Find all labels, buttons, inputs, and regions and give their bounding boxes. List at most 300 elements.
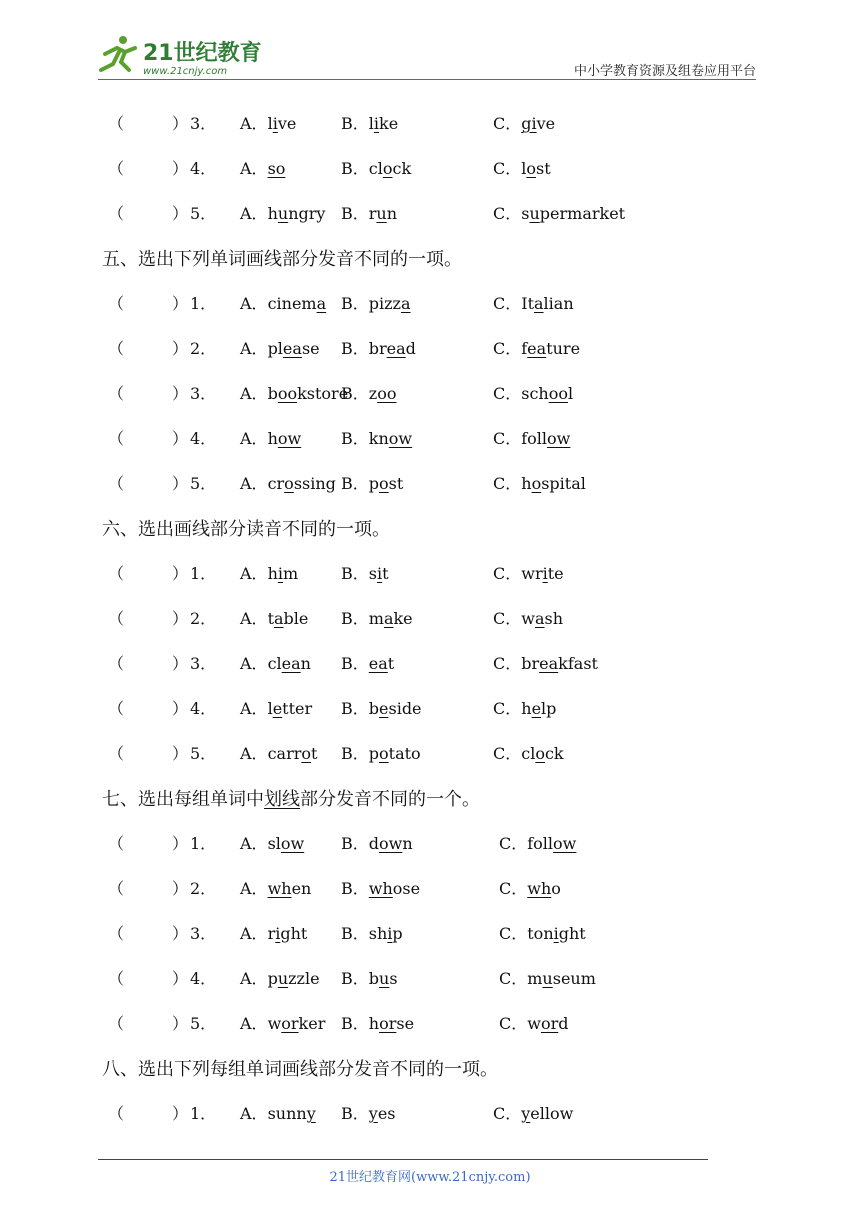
question-number: 5． — [190, 474, 217, 493]
option-label: B． — [341, 159, 369, 178]
underlined-letters: so — [267, 159, 286, 178]
question-row — [102, 145, 762, 190]
logo-text: 21世纪教育 — [143, 41, 262, 66]
answer-bracket-open: （ — [108, 1014, 125, 1033]
option-word: hungry — [267, 204, 326, 223]
option-b — [341, 741, 421, 764]
question-row — [102, 730, 762, 775]
option-label: C． — [499, 969, 528, 988]
option-label: B． — [341, 294, 369, 313]
option-label: C． — [493, 339, 522, 358]
underlined-letters: u — [379, 969, 390, 988]
option-word: give — [521, 114, 556, 133]
question-row — [102, 190, 762, 235]
option-label: B． — [341, 339, 369, 358]
option-label: B． — [341, 1014, 369, 1033]
option-c — [493, 336, 580, 359]
underlined-letters: or — [379, 1014, 397, 1033]
underlined-letters: ow — [388, 429, 413, 448]
option-a — [240, 471, 336, 494]
question-number: 5． — [190, 204, 217, 223]
answer-bracket-close: ） — [172, 159, 189, 178]
option-label: A． — [240, 1014, 268, 1033]
option-label: C． — [493, 114, 522, 133]
underlined-letters: a — [400, 294, 411, 313]
option-b — [341, 651, 394, 674]
answer-bracket-open: （ — [108, 834, 125, 853]
option-c — [493, 696, 556, 719]
option-word: bookstore — [267, 384, 349, 403]
underlined-letters: oo — [277, 384, 298, 403]
option-word: bread — [368, 339, 416, 358]
option-c — [493, 1101, 573, 1124]
option-word: live — [267, 114, 297, 133]
question-number: 4． — [190, 159, 217, 178]
option-word: supermarket — [521, 204, 626, 223]
option-label: B． — [341, 564, 369, 583]
platform-name: 中小学教育资源及组卷应用平台 — [573, 64, 756, 79]
option-word: feature — [521, 339, 581, 358]
answer-bracket-close: ） — [172, 879, 189, 898]
option-word: help — [521, 699, 557, 718]
underlined-letters: ea — [527, 339, 547, 358]
header-divider — [98, 79, 756, 80]
option-a — [240, 156, 285, 179]
option-b — [341, 876, 420, 899]
answer-bracket-close: ） — [172, 744, 189, 763]
answer-bracket-open: （ — [108, 384, 125, 403]
option-word: him — [267, 564, 299, 583]
option-b — [341, 1101, 396, 1124]
option-a — [240, 1011, 325, 1034]
option-word: horse — [368, 1014, 415, 1033]
underlined-letters: u — [542, 969, 553, 988]
underlined-letters: ow — [277, 429, 302, 448]
underlined-letters: ow — [547, 429, 571, 448]
option-word: word — [527, 1014, 569, 1033]
answer-bracket-open: （ — [108, 924, 125, 943]
option-b — [341, 156, 411, 179]
underlined-letters: u — [277, 969, 289, 988]
option-a — [240, 696, 312, 719]
option-word: clean — [267, 654, 311, 673]
underlined-letters: o — [526, 159, 537, 178]
option-word: beside — [368, 699, 422, 718]
question-row — [102, 100, 762, 145]
section-heading: 六、选出画线部分读音不同的一项。 — [102, 518, 390, 540]
underlined-letters: u — [376, 204, 387, 223]
option-label: C． — [493, 159, 522, 178]
answer-bracket-close: ） — [172, 114, 189, 133]
option-b — [341, 471, 403, 494]
option-a — [240, 201, 325, 224]
underlined-letters: y — [306, 1104, 316, 1123]
option-word: slow — [267, 834, 305, 853]
answer-bracket-open: （ — [108, 159, 125, 178]
answer-bracket-close: ） — [172, 474, 189, 493]
option-b — [341, 606, 413, 629]
option-word: follow — [527, 834, 577, 853]
option-word: eat — [368, 654, 395, 673]
underlined-letters: ow — [280, 834, 305, 853]
answer-bracket-close: ） — [172, 339, 189, 358]
option-word: puzzle — [267, 969, 320, 988]
option-word: sit — [368, 564, 389, 583]
option-c — [493, 561, 564, 584]
section-heading: 八、选出下列每组单词画线部分发音不同的一项。 — [102, 1058, 498, 1080]
option-word: Italian — [521, 294, 574, 313]
question-row — [102, 550, 762, 595]
option-c — [493, 741, 564, 764]
question-row — [102, 910, 762, 955]
option-word: know — [368, 429, 413, 448]
underlined-letters: o — [284, 474, 294, 493]
underlined-letters: ea — [539, 654, 559, 673]
underlined-letters: a — [383, 609, 394, 628]
option-label: B． — [341, 969, 369, 988]
option-word: how — [267, 429, 302, 448]
answer-bracket-open: （ — [108, 969, 125, 988]
option-a — [240, 921, 307, 944]
section-heading: 七、选出每组单词中 划线 部分发音不同的一个。 — [102, 775, 762, 820]
option-label: A． — [240, 744, 268, 763]
option-word: hospital — [521, 474, 586, 493]
option-word: clock — [368, 159, 412, 178]
option-word: worker — [267, 1014, 326, 1033]
question-number: 2． — [190, 609, 217, 628]
underlined-heading-word: 划线 — [264, 788, 300, 810]
underlined-letters: wh — [368, 879, 393, 898]
answer-bracket-close: ） — [172, 609, 189, 628]
underlined-letters: o — [382, 159, 393, 178]
question-row — [102, 820, 762, 865]
underlined-letters: wh — [267, 879, 292, 898]
runner-icon — [101, 36, 135, 70]
answer-bracket-open: （ — [108, 879, 125, 898]
answer-bracket-close: ） — [172, 969, 189, 988]
option-word: right — [267, 924, 308, 943]
option-c — [493, 426, 570, 449]
option-label: B． — [341, 654, 369, 673]
underlined-letters: or — [281, 1014, 299, 1033]
option-a — [240, 876, 311, 899]
option-label: B． — [341, 879, 369, 898]
option-word: follow — [521, 429, 571, 448]
underlined-letters: e — [272, 699, 283, 718]
question-row — [102, 640, 762, 685]
option-word: pizza — [368, 294, 411, 313]
question-number: 3． — [190, 384, 217, 403]
option-a — [240, 111, 296, 134]
option-label: A． — [240, 159, 268, 178]
option-b — [341, 381, 396, 404]
option-b — [341, 426, 412, 449]
answer-bracket-close: ） — [172, 834, 189, 853]
question-number: 1． — [190, 294, 217, 313]
answer-bracket-close: ） — [172, 564, 189, 583]
question-number: 2． — [190, 339, 217, 358]
underlined-letters: i — [553, 924, 559, 943]
option-b — [341, 921, 403, 944]
question-number: 1． — [190, 834, 217, 853]
option-label: A． — [240, 429, 268, 448]
option-c — [499, 966, 596, 989]
option-word: like — [368, 114, 399, 133]
question-row — [102, 685, 762, 730]
option-word: clock — [521, 744, 564, 763]
option-b — [341, 291, 411, 314]
answer-bracket-close: ） — [172, 204, 189, 223]
underlined-letters: ea — [386, 339, 406, 358]
option-label: A． — [240, 969, 268, 988]
option-label: C． — [493, 609, 522, 628]
option-label: A． — [240, 339, 268, 358]
option-word: letter — [267, 699, 313, 718]
footer-text: 21世纪教育网(www.21cnjy.com) — [329, 1170, 531, 1185]
underlined-letters: ow — [553, 834, 577, 853]
answer-bracket-open: （ — [108, 429, 125, 448]
underlined-letters: i — [387, 924, 393, 943]
answer-bracket-close: ） — [172, 1014, 189, 1033]
option-label: C． — [493, 204, 522, 223]
question-row — [102, 460, 762, 505]
option-word: lost — [521, 159, 551, 178]
underlined-letters: gi — [521, 114, 537, 133]
option-c — [493, 471, 586, 494]
option-label: C． — [499, 1014, 528, 1033]
option-c — [499, 876, 561, 899]
answer-bracket-open: （ — [108, 204, 125, 223]
option-label: C． — [493, 699, 522, 718]
option-a — [240, 606, 308, 629]
section-heading: 五、选出下列单词画线部分发音不同的一项。 — [102, 248, 462, 270]
option-label: B． — [341, 699, 369, 718]
question-row — [102, 280, 762, 325]
option-c — [499, 831, 576, 854]
question-row — [102, 325, 762, 370]
option-word: ship — [368, 924, 403, 943]
logo-url: www.21cnjy.com — [143, 66, 228, 77]
underlined-letters: y — [521, 1104, 531, 1123]
question-number: 1． — [190, 1104, 217, 1123]
option-a — [240, 426, 301, 449]
underlined-letters: i — [272, 114, 278, 133]
underlined-letters: o — [531, 474, 542, 493]
option-label: B． — [341, 744, 369, 763]
question-number: 3． — [190, 654, 217, 673]
option-label: A． — [240, 654, 268, 673]
option-label: A． — [240, 699, 268, 718]
option-label: C． — [493, 564, 522, 583]
option-label: A． — [240, 924, 268, 943]
option-word: museum — [527, 969, 596, 988]
answer-bracket-open: （ — [108, 1104, 125, 1123]
option-label: B． — [341, 474, 369, 493]
option-label: C． — [493, 429, 522, 448]
underlined-letters: a — [534, 609, 545, 628]
underlined-letters: ow — [379, 834, 403, 853]
option-b — [341, 561, 389, 584]
option-word — [268, 159, 286, 178]
option-label: A． — [240, 114, 268, 133]
option-word: write — [521, 564, 564, 583]
question-number: 3． — [190, 924, 217, 943]
option-c — [499, 1011, 568, 1034]
underlined-letters: y — [368, 1104, 378, 1123]
option-label: A． — [240, 564, 268, 583]
option-c — [493, 201, 625, 224]
option-word: potato — [368, 744, 421, 763]
option-b — [341, 201, 397, 224]
answer-bracket-close: ） — [172, 1104, 189, 1123]
answer-bracket-open: （ — [108, 744, 125, 763]
question-number: 4． — [190, 969, 217, 988]
option-label: A． — [240, 474, 268, 493]
underlined-letters: o — [301, 744, 311, 763]
option-word: yellow — [521, 1104, 574, 1123]
answer-bracket-close: ） — [172, 384, 189, 403]
option-b — [341, 336, 416, 359]
underlined-letters: wh — [527, 879, 552, 898]
option-a — [240, 831, 304, 854]
underlined-letters: u — [277, 204, 289, 223]
answer-bracket-open: （ — [108, 339, 125, 358]
question-number: 4． — [190, 699, 217, 718]
question-row — [102, 415, 762, 460]
option-c — [493, 606, 563, 629]
option-word: cinema — [267, 294, 327, 313]
option-label: C． — [493, 654, 522, 673]
question-number: 1． — [190, 564, 217, 583]
option-a — [240, 561, 298, 584]
option-label: C． — [499, 924, 528, 943]
option-word: school — [521, 384, 574, 403]
option-word: please — [267, 339, 320, 358]
question-number: 2． — [190, 879, 217, 898]
option-word: bus — [368, 969, 398, 988]
option-label: B． — [341, 204, 369, 223]
underlined-letters: i — [376, 564, 383, 583]
option-word: who — [527, 879, 561, 898]
underlined-letters: a — [534, 294, 544, 313]
underlined-letters: e — [531, 699, 542, 718]
underlined-letters: i — [373, 114, 380, 133]
option-word: when — [267, 879, 312, 898]
option-word: yes — [368, 1104, 396, 1123]
underlined-letters: o — [535, 744, 545, 763]
underlined-letters: ea — [368, 654, 388, 673]
answer-bracket-close: ） — [172, 699, 189, 718]
option-a — [240, 291, 326, 314]
answer-bracket-open: （ — [108, 609, 125, 628]
site-logo — [95, 34, 265, 78]
footer-divider — [98, 1159, 708, 1160]
option-label: C． — [499, 834, 528, 853]
option-a — [240, 336, 320, 359]
option-word: sunny — [267, 1104, 316, 1123]
option-word: zoo — [368, 384, 397, 403]
option-label: B． — [341, 609, 369, 628]
option-label: A． — [240, 879, 268, 898]
option-b — [341, 696, 422, 719]
option-a — [240, 1101, 316, 1124]
option-b — [341, 966, 398, 989]
option-label: A． — [240, 204, 268, 223]
option-label: C． — [493, 384, 522, 403]
option-a — [240, 966, 320, 989]
question-number: 5． — [190, 744, 217, 763]
answer-bracket-open: （ — [108, 294, 125, 313]
question-row — [102, 370, 762, 415]
option-label: C． — [493, 294, 522, 313]
underlined-letters: o — [379, 744, 389, 763]
answer-bracket-open: （ — [108, 114, 125, 133]
option-word: tonight — [527, 924, 586, 943]
option-label: C． — [493, 1104, 522, 1123]
option-a — [240, 651, 311, 674]
answer-bracket-close: ） — [172, 654, 189, 673]
option-word: breakfast — [521, 654, 598, 673]
option-label: B． — [341, 114, 369, 133]
underlined-letters: or — [540, 1014, 559, 1033]
answer-bracket-open: （ — [108, 699, 125, 718]
question-row — [102, 1000, 762, 1045]
question-number: 5． — [190, 1014, 217, 1033]
option-label: C． — [493, 474, 522, 493]
answer-bracket-close: ） — [172, 429, 189, 448]
option-label: B． — [341, 834, 369, 853]
underlined-letters: oo — [377, 384, 397, 403]
underlined-letters: a — [274, 609, 284, 628]
answer-bracket-close: ） — [172, 924, 189, 943]
option-word: whose — [368, 879, 421, 898]
question-number: 3． — [190, 114, 217, 133]
option-label: A． — [240, 1104, 268, 1123]
underlined-letters: a — [316, 294, 327, 313]
underlined-letters: ea — [282, 339, 302, 358]
question-row — [102, 595, 762, 640]
option-label: B． — [341, 924, 369, 943]
option-word: down — [368, 834, 413, 853]
answer-bracket-open: （ — [108, 654, 125, 673]
answer-bracket-open: （ — [108, 564, 125, 583]
option-label: A． — [240, 609, 268, 628]
underlined-letters: o — [379, 474, 389, 493]
answer-bracket-open: （ — [108, 474, 125, 493]
question-row — [102, 1090, 762, 1135]
option-word: crossing — [267, 474, 336, 493]
option-word: make — [368, 609, 413, 628]
option-label: C． — [499, 879, 528, 898]
option-a — [240, 381, 348, 404]
option-label: B． — [341, 429, 369, 448]
option-label: A． — [240, 384, 268, 403]
underlined-letters: i — [275, 924, 281, 943]
option-word: wash — [521, 609, 564, 628]
option-b — [341, 111, 398, 134]
option-c — [493, 291, 574, 314]
option-b — [341, 1011, 414, 1034]
option-label: A． — [240, 294, 268, 313]
answer-bracket-close: ） — [172, 294, 189, 313]
underlined-letters: ea — [281, 654, 301, 673]
underlined-letters: i — [542, 564, 548, 583]
question-row — [102, 955, 762, 1000]
option-label: B． — [341, 1104, 369, 1123]
option-c — [499, 921, 586, 944]
option-word: post — [368, 474, 404, 493]
underlined-letters: e — [379, 699, 389, 718]
